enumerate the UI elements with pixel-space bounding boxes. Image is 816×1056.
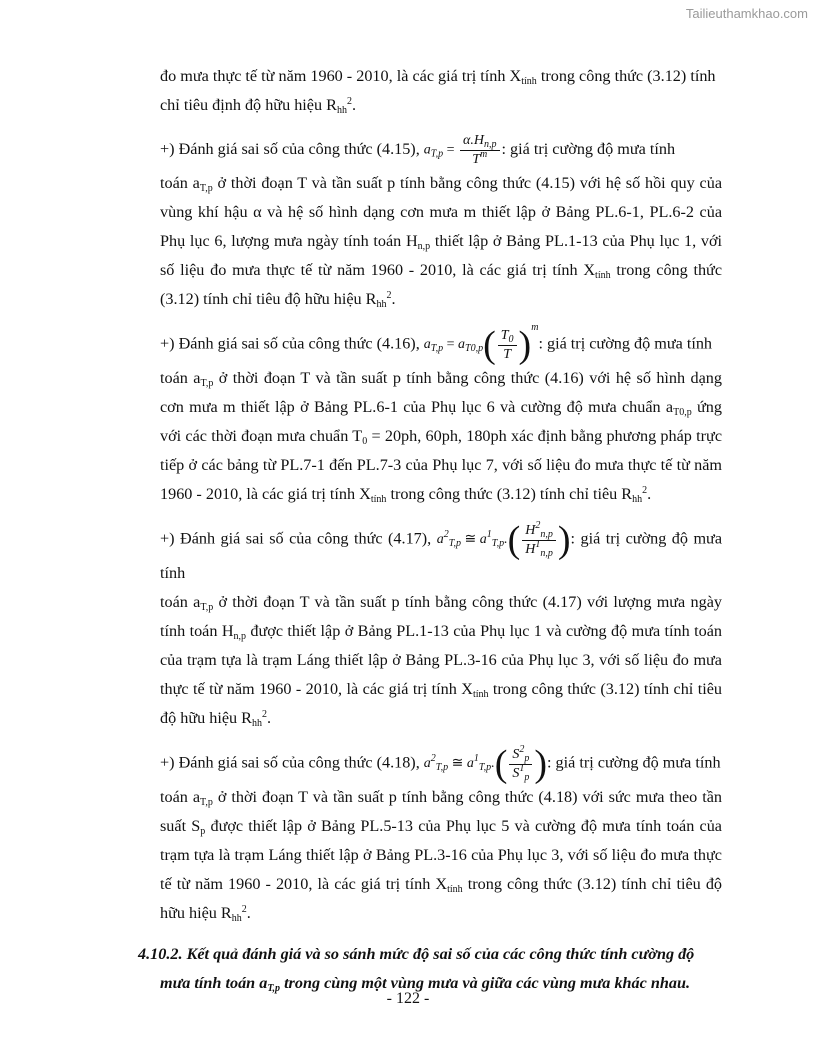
paragraph-eval-4-18: +) Đánh giá sai số của công thức (4.18), $a^2_{T,p}$ ≅ $a^1_{T,p}$.( $\frac{S^2_p}{S^1_p}$ ): giá trị cường độ mưa tính toán $a_{T,p}$ ở thời đoạn T và tần suất p tính bằng công thức (4.18) với sức mưa theo tần suất $S_p$ được thiết lập ở Bảng PL.5-13 của Phụ lục 5 và cường độ mưa tính toán của trạm tựa là trạm Láng thiết lập ở Bảng PL.3-16 của Phụ lục 3, với số liệu đo mưa thực tế từ năm 1960 - 2010, là các giá trị tính $X_{tính}$ trong công thức (3.12) tính chỉ tiêu độ hữu hiệu $R_{hh}^2$. [160, 743, 723, 924]
page-body [138, 62, 723, 998]
section-heading-4-10-2: 4.10.2. Kết quả đánh giá và so sánh mức độ sai số của các công thức tính cường độ mưa tính toán $a_{T,p}$ trong cùng một vùng mưa và giữa các vùng mưa khác nhau. [138, 945, 695, 994]
watermark: Tailieuthamkhao.com [685, 6, 808, 21]
formula-4-18: $a^2_{T,p}$ ≅ $a^1_{T,p}$.( $\frac{S^2_p}{S^1_p}$ ) [423, 743, 547, 785]
formula-4-17: $a^2_{T,p}$ ≅ $a^1_{T,p}$.( $\frac{H^2_{n,p}}{H^1_{n,p}}$ ) [436, 519, 571, 561]
paragraph-continuation: đo mưa thực tế từ năm 1960 - 2010, là các giá trị tính $X_{tính}$ trong công thức (3.12) tính chỉ tiêu định độ hữu hiệu $R_{hh}^2$. [160, 67, 716, 116]
formula-4-16: $a_{T,p} = a_{T0,p}$( $\frac{T_0}{T}$ )$^m$ [423, 322, 539, 366]
paragraph-eval-4-16: +) Đánh giá sai số của công thức (4.16), $a_{T,p} = a_{T0,p}$( $\frac{T_0}{T}$ )$^m$: giá trị cường độ mưa tính toán $a_{T,p}$ ở thời đoạn T và tần suất p tính bằng công thức (4.16) với hệ số hình dạng cơn mưa m thiết lập ở Bảng PL.6-1 của Phụ lục 6 và cường độ mưa chuẩn $a_{T0,p}$ ứng với các thời đoạn mưa chuẩn $T_0 = 20ph$, 60ph, 180ph xác định bằng phương pháp trực tiếp ở các bảng từ PL.7-1 đến PL.7-3 của Phụ lục 7, với số liệu đo mưa thực tế từ năm 1960 - 2010, là các giá trị tính $X_{tính}$ trong công thức (3.12) tính chỉ tiêu $R_{hh}^2$. [160, 322, 723, 505]
page-number: - 122 - [386, 990, 430, 1007]
paragraph-eval-4-17: +) Đánh giá sai số của công thức (4.17), $a^2_{T,p}$ ≅ $a^1_{T,p}$.( $\frac{H^2_{n,p}}{H^1_{n,p}}$ ): giá trị cường độ mưa tính toán $a_{T,p}$ ở thời đoạn T và tần suất p tính bằng công thức (4.17) với lượng mưa ngày tính toán $H_{n,p}$ được thiết lập ở Bảng PL.1-13 của Phụ lục 1 và cường độ mưa tính toán của trạm tựa là trạm Láng thiết lập ở Bảng PL.3-16 của Phụ lục 3, với số liệu đo mưa thực tế từ năm 1960 - 2010, là các giá trị tính $X_{tính}$ trong công thức (3.12) tính chỉ tiêu độ hữu hiệu $R_{hh}^2$. [160, 519, 723, 729]
formula-4-15: $a_{T,p}$ = $\frac{\alpha.H_{n,p}}{T^m}$ [424, 132, 502, 169]
paragraph-eval-4-15: +) Đánh giá sai số của công thức (4.15), $a_{T,p}$ = $\frac{\alpha.H_{n,p}}{T^m}$ : giá trị cường độ mưa tính toán $a_{T,p}$ ở thời đoạn T và tần suất p tính bằng công thức (4.15) với hệ số hồi quy của vùng khí hậu α và hệ số hình dạng cơn mưa m thiết lập ở Bảng PL.6-1, PL.6-2 của Phụ lục 6, lượng mưa ngày tính toán $H_{n,p}$ thiết lập ở Bảng PL.1-13 của Phụ lục 1, với số liệu đo mưa thực tế từ năm 1960 - 2010, là các giá trị tính $X_{tính}$ trong công thức (3.12) tính chỉ tiêu độ hữu hiệu $R_{hh}^2$. [160, 133, 723, 310]
